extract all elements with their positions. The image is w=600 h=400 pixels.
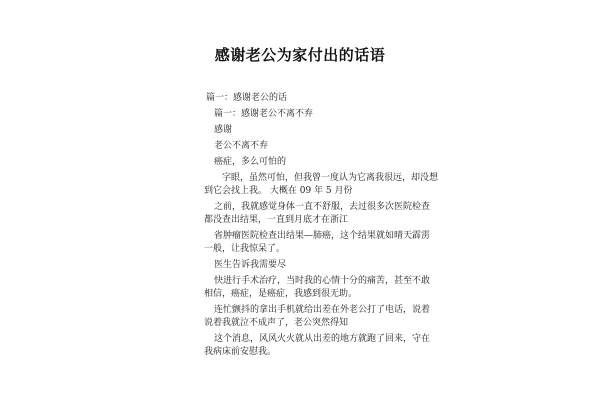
- paragraph-line: 医生告诉我需要尽: [214, 260, 287, 270]
- paragraph-line: 连忙颤抖的拿出手机就给出差在外老公打了电话，说着: [214, 305, 431, 315]
- paragraph-line: 一般，让我惊呆了。: [204, 244, 286, 254]
- paragraph-line: 这个消息，风风火火就从出差的地方就跑了回来，守在: [214, 334, 431, 344]
- paragraph-line: 字眼，虽然可怕，但我曾一度认为它离我很远，却没想: [222, 173, 439, 183]
- paragraph-line: 之前，我就感觉身体一直不舒服，去过很多次医院检查: [214, 202, 431, 212]
- paragraph-line: 篇一：感谢老公的话: [206, 93, 288, 103]
- document-title: 感谢老公为家付出的话语: [214, 46, 386, 64]
- paragraph-line: 癌症，多么可怕的: [214, 157, 287, 167]
- paragraph-line: 快进行手术治疗，当时我的心情十分的痛苦，甚至不敢: [214, 276, 431, 286]
- paragraph-line: 篇一：感谢老公不离不弃: [214, 109, 314, 119]
- paragraph-line: 说着我就泣不成声了，老公突然得知: [204, 318, 349, 328]
- paragraph-line: 都没查出结果，一直到月底才在浙江: [204, 215, 349, 225]
- paragraph-line: 老公不离不弃: [214, 141, 269, 151]
- paragraph-line: 省肿瘤医院检查出结果—肺癌，这个结果就如晴天霹雳: [214, 231, 431, 241]
- paragraph-line: 感谢: [214, 125, 233, 135]
- paragraph-line: 我病床前安慰我。: [204, 347, 277, 357]
- paragraph-line: 相信，癌症，是癌症，我感到很无助。: [204, 289, 358, 299]
- paragraph-line: 到它会找上我。 大概在 09 年 5 月份: [204, 186, 353, 196]
